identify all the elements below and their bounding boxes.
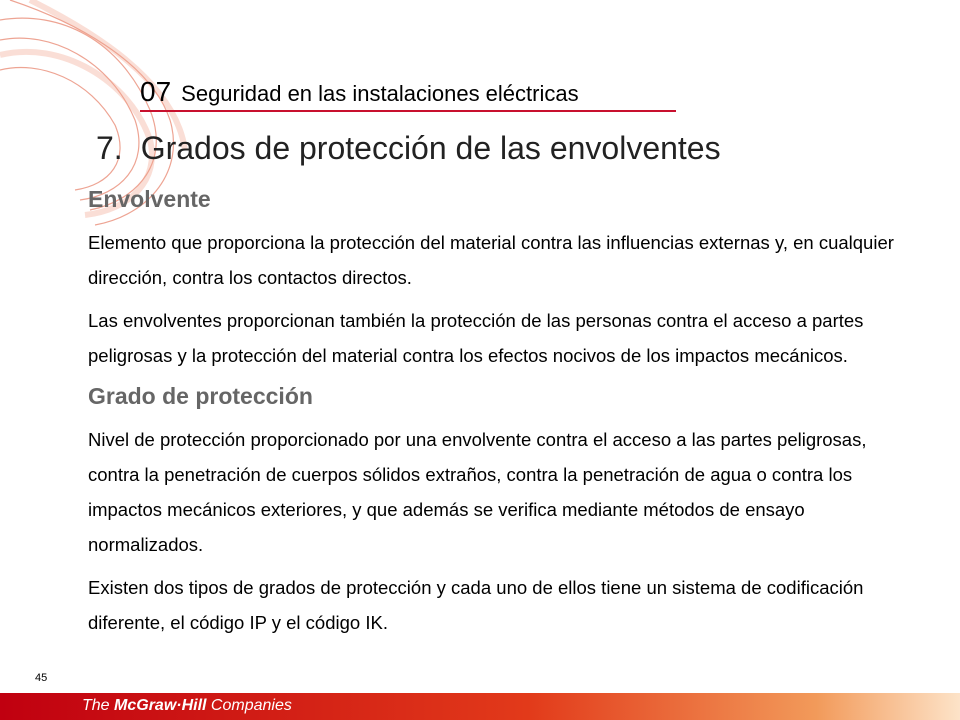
heading-envolvente: Envolvente xyxy=(88,186,211,212)
brand-name: McGraw·Hill xyxy=(114,697,207,714)
paragraph: Existen dos tipos de grados de protección y cada uno de ellos tiene un sistema de codificación diferente, el código IP y el código IK. xyxy=(88,577,864,633)
chapter-header xyxy=(140,76,676,112)
brand-suffix: Companies xyxy=(206,697,292,714)
publisher-logo xyxy=(82,697,292,715)
section-title-text: Grados de protección de las envolventes xyxy=(140,130,721,166)
paragraph: Elemento que proporciona la protección del material contra las influencias externas y, en cualquier dirección, contra los contactos directos. xyxy=(88,232,894,288)
content-body xyxy=(88,186,908,650)
heading-grado-de-proteccion: Grado de protección xyxy=(88,383,313,409)
brand-prefix: The xyxy=(82,697,115,714)
paragraph: Nivel de protección proporcionado por una envolvente contra el acceso a las partes peligrosas, contra la penetración de cuerpos sólidos extraños, contra la penetración de agua o contra los impactos mecánicos exteriores, y que además se verifica mediante métodos de ensayo normalizados. xyxy=(88,429,867,555)
chapter-title: Seguridad en las instalaciones eléctricas xyxy=(181,81,579,106)
section-title xyxy=(96,130,721,167)
page-number: 45 xyxy=(35,672,48,684)
chapter-number: 07 xyxy=(140,76,172,107)
footer-bar xyxy=(0,693,960,720)
paragraph: Las envolventes proporcionan también la protección de las personas contra el acceso a partes peligrosas y la protección del material contra los efectos nocivos de los impactos mecánicos. xyxy=(88,310,864,366)
section-number: 7. xyxy=(96,130,123,166)
